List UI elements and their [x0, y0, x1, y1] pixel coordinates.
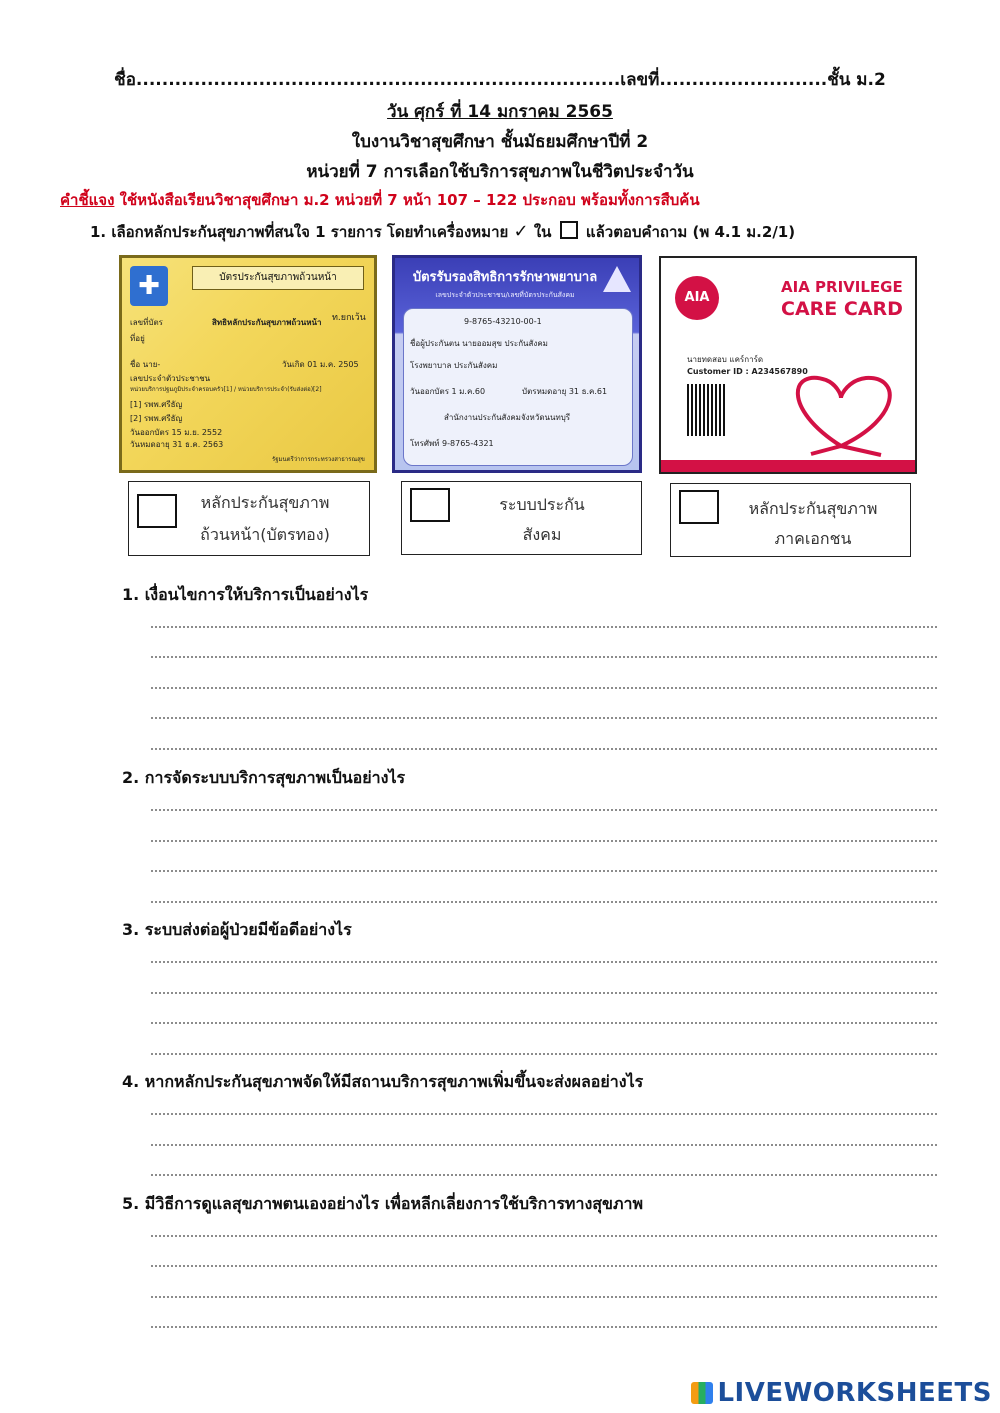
answer-line[interactable]	[150, 1019, 938, 1027]
instructions	[60, 188, 700, 212]
answer-line[interactable]	[150, 958, 938, 966]
option-social-security	[401, 481, 642, 555]
option-private-line1: หลักประกันสุขภาพ	[748, 499, 878, 518]
question-5: 5. มีวิธีการดูแลสุขภาพตนเองอย่างไร เพื่อหลีกเลี่ยงการใช้บริการทางสุขภาพ	[122, 1194, 644, 1213]
gold-expire: วันหมดอายุ 31 ธ.ค. 2563	[130, 440, 224, 449]
gold-signer: รัฐมนตรีว่าการกระทรวงสาธารณสุข	[272, 456, 365, 463]
gold-card-title: บัตรประกันสุขภาพถ้วนหน้า	[192, 266, 364, 290]
instructions-text: ใช้หนังสือเรียนวิชาสุขศึกษา ม.2 หน่วยที่ 7 หน้า 107 – 122 ประกอบ พร้อมทั้งการสืบค้น	[119, 191, 700, 209]
answer-line[interactable]	[150, 1232, 938, 1240]
answer-line[interactable]	[150, 867, 938, 875]
blue-expire: บัตรหมดอายุ 31 ธ.ค.61	[522, 387, 608, 396]
gold-issue: วันออกบัตร 15 ม.ย. 2552	[130, 428, 223, 437]
qr-code-icon	[687, 384, 727, 436]
answer-line[interactable]	[150, 653, 938, 661]
answer-line[interactable]	[150, 1050, 938, 1058]
question-4: 4. หากหลักประกันสุขภาพจัดให้มีสถานบริการสุขภาพเพิ่มขึ้นจะส่งผลอย่างไร	[122, 1072, 644, 1091]
brand-text: LIVEWORKSHEETS	[717, 1378, 992, 1408]
aia-card-image	[659, 256, 917, 474]
aia-title-1: AIA PRIVILEGE	[781, 278, 903, 296]
health-cross-icon: ✚	[130, 266, 168, 306]
gold-card-image	[119, 255, 377, 473]
answer-line[interactable]	[150, 1323, 938, 1331]
liveworksheets-icon	[691, 1382, 713, 1404]
gold-name: ชื่อ นาย-	[130, 360, 161, 369]
option-gold-line1: หลักประกันสุขภาพ	[200, 493, 330, 512]
option-gold-card	[128, 481, 370, 556]
gold-hospital-1: [1] รพพ.ศรีธัญ	[130, 400, 183, 409]
gold-unit: หน่วยบริการปฐมภูมิประจำครอบครัว[1] / หน่วยบริการประจำ(รับส่งต่อ)[2]	[130, 386, 322, 393]
answer-line[interactable]	[150, 684, 938, 692]
question-2: 2. การจัดระบบบริการสุขภาพเป็นอย่างไร	[122, 768, 406, 787]
answer-line[interactable]	[150, 806, 938, 814]
answer-line[interactable]	[150, 1293, 938, 1301]
answer-line[interactable]	[150, 714, 938, 722]
instructions-label: คำชี้แจง	[60, 191, 115, 209]
name-line: ชื่อ...........................................................................เลขที่..........................ชั้น ม.2	[114, 70, 886, 90]
gold-rights: สิทธิหลักประกันสุขภาพถ้วนหน้า	[212, 318, 322, 327]
gold-address: ที่อยู่	[130, 334, 145, 343]
answer-line[interactable]	[150, 623, 938, 631]
check-mark-icon: ✓	[513, 221, 529, 242]
task-prefix: 1. เลือกหลักประกันสุขภาพที่สนใจ 1 รายการ โดยทำเครื่องหมาย	[90, 223, 509, 241]
task-instruction	[90, 220, 795, 244]
gold-stamp: ท.ยกเว้น	[332, 313, 366, 323]
blue-card-title: บัตรรับรองสิทธิการรักษาพยาบาล	[412, 270, 598, 285]
liveworksheets-logo	[691, 1378, 992, 1408]
checkbox-icon	[560, 221, 578, 239]
gold-birth: วันเกิด 01 ม.ค. 2505	[282, 360, 359, 369]
worksheet-date	[0, 98, 1000, 125]
blue-card-image	[392, 255, 642, 473]
blue-card-panel	[403, 308, 633, 466]
social-security-logo-icon	[603, 266, 631, 292]
answer-line[interactable]	[150, 1262, 938, 1270]
answer-line[interactable]	[150, 1141, 938, 1149]
option-social-line2: สังคม	[522, 525, 562, 544]
aia-customer-id: Customer ID : A234567890	[687, 367, 808, 376]
question-1: 1. เงื่อนไขการให้บริการเป็นอย่างไร	[122, 585, 369, 604]
subject-title: ใบงานวิชาสุขศึกษา ชั้นมัธยมศึกษาปีที่ 2	[351, 132, 649, 152]
date-text: วัน ศุกร์ ที่ 14 มกราคม 2565	[387, 102, 613, 122]
blue-phone: โทรศัพท์ 9-8765-4321	[410, 439, 494, 448]
option-private	[670, 483, 911, 557]
aia-bottom-bar	[661, 460, 917, 472]
blue-number: 9-8765-43210-00-1	[464, 317, 542, 326]
task-mid: ใน	[533, 223, 552, 241]
blue-issue: วันออกบัตร 1 ม.ค.60	[410, 387, 486, 396]
blue-card-subtitle: เลขประจำตัวประชาชน/เลขที่บัตรประกันสังคม	[435, 291, 575, 299]
option-private-line2: ภาคเอกชน	[774, 529, 852, 548]
task-suffix: แล้วตอบคำถาม (พ 4.1 ม.2/1)	[585, 223, 796, 241]
option-social-checkbox[interactable]	[410, 488, 450, 522]
option-gold-line2: ถ้วนหน้า(บัตรทอง)	[200, 525, 330, 544]
aia-holder-name: นายทดสอบ แคร์การ์ด	[687, 355, 764, 364]
blue-holder: ชื่อผู้ประกันตน นายออมสุข ประกันสังคม	[410, 339, 548, 348]
answer-line[interactable]	[150, 898, 938, 906]
option-private-checkbox[interactable]	[679, 490, 719, 524]
answer-line[interactable]	[150, 1110, 938, 1118]
answer-line[interactable]	[150, 989, 938, 997]
ribbon-heart-icon	[771, 358, 911, 458]
answer-line[interactable]	[150, 837, 938, 845]
option-gold-checkbox[interactable]	[137, 494, 177, 528]
answer-line[interactable]	[150, 745, 938, 753]
blue-office: สำนักงานประกันสังคมจังหวัดนนทบุรี	[444, 413, 571, 422]
question-3: 3. ระบบส่งต่อผู้ป่วยมีข้อดีอย่างไร	[122, 920, 352, 939]
gold-number-label: เลขที่บัตร	[130, 318, 163, 327]
aia-title-2: CARE CARD	[781, 298, 903, 320]
gold-id-label: เลขประจำตัวประชาชน	[130, 374, 211, 383]
answer-line[interactable]	[150, 1171, 938, 1179]
blue-hospital: โรงพยาบาล ประกันสังคม	[410, 361, 498, 370]
option-social-line1: ระบบประกัน	[499, 495, 585, 514]
gold-hospital-2: [2] รพพ.ศรีธัญ	[130, 414, 183, 423]
aia-logo: AIA	[675, 276, 719, 320]
unit-title: หน่วยที่ 7 การเลือกใช้บริการสุขภาพในชีวิตประจำวัน	[306, 162, 694, 182]
